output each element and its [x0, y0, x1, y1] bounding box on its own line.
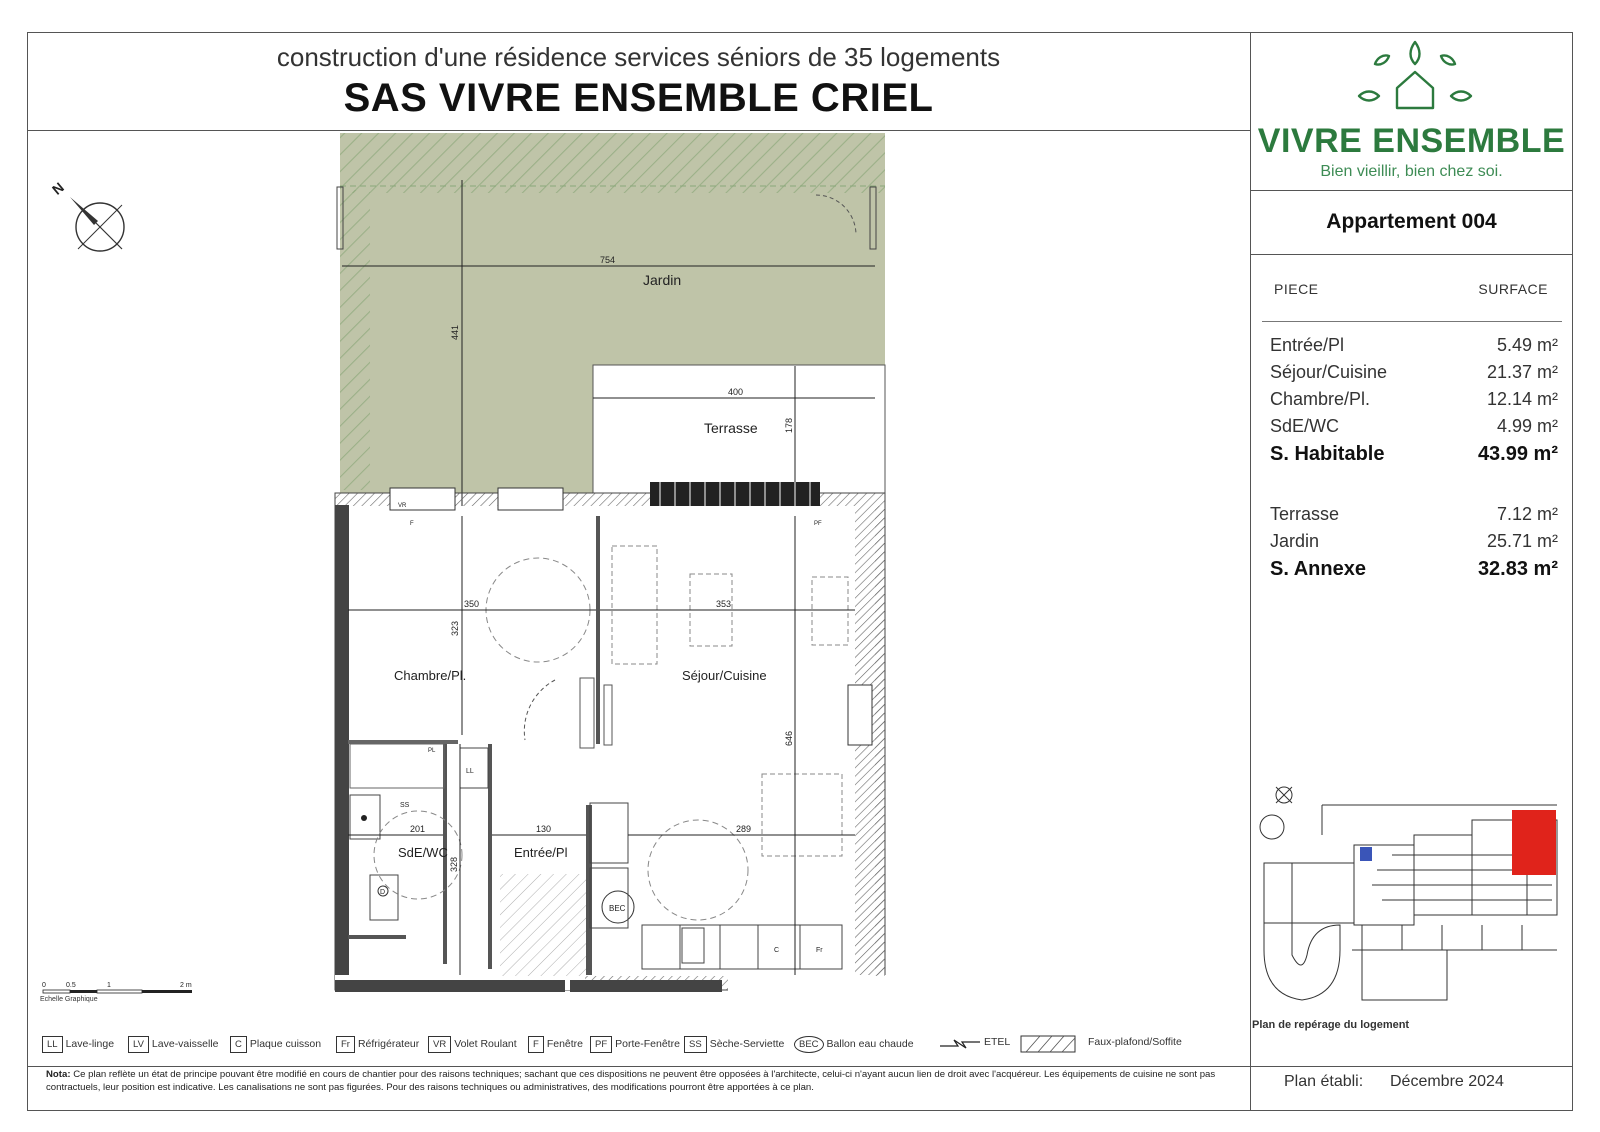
sde-depth-dim: 328	[449, 856, 459, 872]
equip-ll: LL	[466, 768, 474, 775]
legend-label: Sèche-Serviette	[709, 1038, 785, 1050]
equip-ss: SS	[400, 802, 410, 809]
north-arrow-icon	[48, 175, 128, 255]
room-label: Entrée/Pl	[1270, 335, 1345, 355]
apt-divider	[1250, 254, 1573, 255]
legend-item	[528, 1036, 583, 1053]
room-label: Chambre/Pl.	[1270, 389, 1371, 409]
equip-d: D	[380, 889, 386, 896]
legend-code: BEC	[794, 1036, 824, 1053]
room-surface: 12.14 m²	[1486, 389, 1558, 409]
soffite-symbol-icon	[1020, 1035, 1076, 1053]
habitable-surface: 43.99 m²	[1477, 443, 1558, 465]
equip-fr: Fr	[816, 947, 823, 954]
legend-item	[794, 1036, 914, 1053]
label-chambre: Chambre/Pl.	[394, 668, 467, 683]
equip-c: C	[774, 947, 780, 954]
legend-label: Lave-linge	[65, 1038, 115, 1050]
equip-f: F	[410, 521, 414, 527]
equip-pf: PF	[814, 521, 822, 527]
north-letter: N	[48, 178, 67, 198]
scale-tick: 1	[107, 982, 111, 989]
floor-plan	[330, 130, 910, 1010]
footer-divider	[27, 1066, 1573, 1067]
sde-width-dim: 201	[410, 824, 426, 834]
legend-item	[428, 1036, 517, 1053]
project-subtitle: construction d'une résidence services séniors de 35 logements	[276, 42, 1001, 72]
room-label: Séjour/Cuisine	[1270, 362, 1388, 382]
garden-depth-dim: 441	[450, 324, 460, 340]
brand-name: VIVRE ENSEMBLE	[1257, 122, 1566, 160]
scale-tick: 0	[42, 982, 46, 989]
legend-label: Fenêtre	[546, 1038, 583, 1050]
legend-code: F	[528, 1036, 544, 1053]
project-title: SAS VIVRE ENSEMBLE CRIEL	[343, 76, 934, 120]
legend-label: Plaque cuisson	[249, 1038, 322, 1050]
legend-code: LL	[42, 1036, 63, 1053]
legend-code: PF	[590, 1036, 612, 1053]
room-label: SdE/WC	[1270, 416, 1340, 436]
location-plan	[1252, 775, 1564, 1015]
legend-item	[128, 1036, 218, 1053]
annexe-surface: 25.71 m²	[1486, 531, 1558, 551]
apartment-highlight	[1512, 810, 1556, 875]
annexe-label: Terrasse	[1270, 504, 1340, 524]
room-surface: 5.49 m²	[1496, 335, 1558, 355]
label-sde: SdE/WC	[398, 845, 448, 860]
hedge-top	[340, 133, 885, 193]
legend-label: ETEL	[984, 1036, 1011, 1048]
label-sejour: Séjour/Cuisine	[682, 668, 767, 683]
sidebar-divider	[1250, 32, 1251, 1111]
legend-code: VR	[428, 1036, 451, 1053]
legend-code: Fr	[336, 1036, 355, 1053]
label-jardin: Jardin	[643, 272, 682, 288]
legend-label: Porte-Fenêtre	[615, 1038, 680, 1050]
equip-pl: PL	[428, 748, 436, 754]
location-plan-label: Plan de repérage du logement	[1252, 1019, 1410, 1031]
apartment-name: Appartement 004	[1326, 210, 1497, 233]
table-header-divider	[1262, 321, 1562, 322]
sejour-width-dim: 353	[716, 599, 732, 609]
brand-divider	[1250, 190, 1573, 191]
note-lead: Nota:	[46, 1069, 71, 1080]
annexe-total-surface: 32.83 m²	[1477, 558, 1558, 580]
annexe-total-label: S. Annexe	[1270, 558, 1366, 580]
disclaimer-note	[46, 1068, 1221, 1094]
hedge-left	[340, 190, 370, 490]
legend-item	[590, 1036, 680, 1053]
terrace-width-dim: 400	[728, 387, 744, 397]
legend-item	[230, 1036, 321, 1053]
plan-date-label: Plan établi:	[1284, 1073, 1364, 1090]
equip-bec: BEC	[609, 904, 626, 913]
legend-label: Lave-vaisselle	[151, 1038, 219, 1050]
garden-width-dim: 754	[600, 255, 616, 265]
brand-tagline: Bien vieillir, bien chez soi.	[1320, 163, 1503, 180]
annexe-surface: 7.12 m²	[1496, 504, 1558, 524]
col-piece-header: PIECE	[1274, 281, 1319, 297]
equip-vr: VR	[398, 503, 407, 509]
brand-logo-icon	[1355, 40, 1475, 112]
sejour-depth-dim: 646	[784, 730, 794, 746]
col-surface-header: SURFACE	[1478, 281, 1548, 297]
legend-item	[984, 1036, 1010, 1048]
scale-tick: 2 m	[180, 982, 192, 989]
etel-symbol-icon	[938, 1036, 982, 1052]
annexe-label: Jardin	[1270, 531, 1320, 551]
legend-label: Réfrigérateur	[357, 1038, 420, 1050]
scale-label: Echelle Graphique	[40, 996, 98, 1003]
legend-item	[336, 1036, 419, 1053]
room-surface: 21.37 m²	[1486, 362, 1558, 382]
label-entree: Entrée/Pl	[514, 845, 568, 860]
legend-label: Volet Roulant	[454, 1038, 517, 1050]
legend-code: C	[230, 1036, 247, 1053]
legend-item	[42, 1036, 114, 1053]
soffite-area	[500, 874, 586, 976]
legend-item	[1088, 1036, 1182, 1048]
habitable-label: S. Habitable	[1270, 443, 1385, 465]
legend-item	[684, 1036, 784, 1053]
terrace-depth-dim: 178	[784, 417, 794, 433]
chambre-width-dim: 350	[464, 599, 480, 609]
scale-tick: 0.5	[66, 982, 76, 989]
label-terrasse: Terrasse	[704, 420, 758, 436]
legend-label: Faux-plafond/Soffite	[1088, 1036, 1182, 1048]
room-surface: 4.99 m²	[1496, 416, 1558, 436]
chambre-depth-dim: 323	[450, 620, 460, 636]
kitchen-width-dim: 289	[736, 824, 752, 834]
legend-label: Ballon eau chaude	[826, 1038, 914, 1050]
note-text: Ce plan reflète un état de principe pouvant être modifié en cours de chantier pour des raisons techniques; sachant que ces dispositions ne peuvent être opposées à l'architecte, celui-ci n'ayant aucun lien de droit avec l'acquéreur. Les équipements de cuisine ne sont pas contractuels, leur position est indicative. Les canalisations ne sont pas figurées. Pour des raisons techniques ou administratives, des modifications pourront être apportées à ce plan.	[46, 1069, 1216, 1093]
legend-code: SS	[684, 1036, 707, 1053]
legend-code: LV	[128, 1036, 149, 1053]
plan-date: Décembre 2024	[1390, 1073, 1504, 1090]
entree-width-dim: 130	[536, 824, 552, 834]
